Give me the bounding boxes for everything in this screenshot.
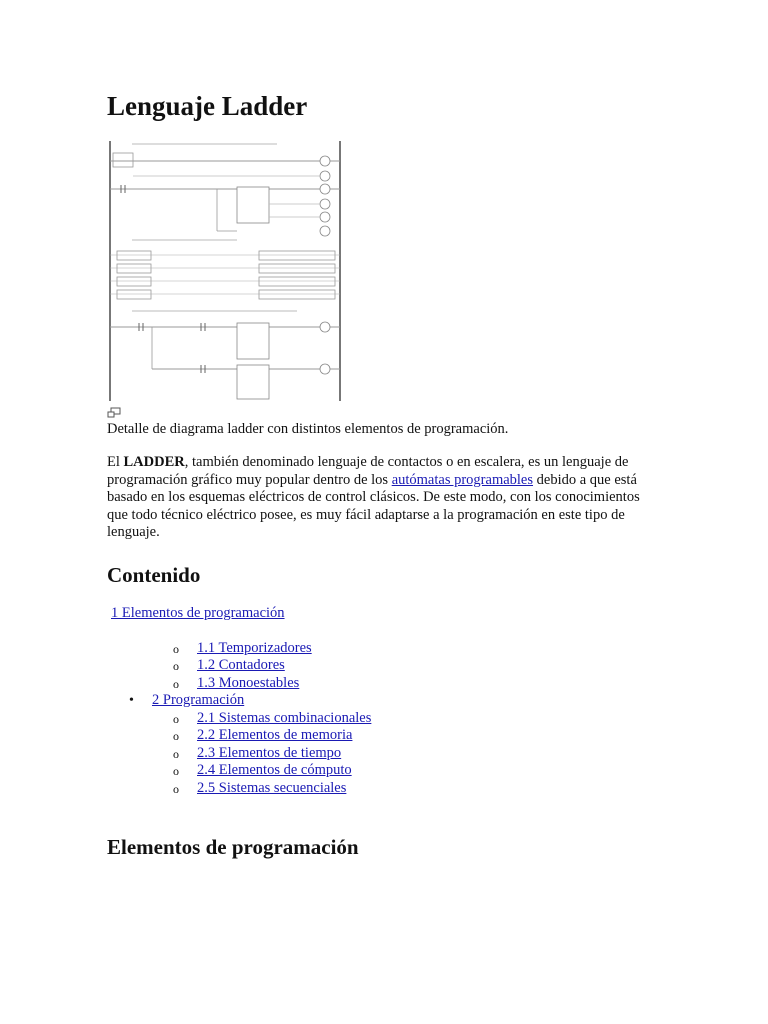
section-heading: Elementos de programación (107, 835, 359, 859)
contents-heading: Contenido (107, 563, 201, 587)
toc-bullet-main: • (129, 693, 134, 708)
toc-item-elementos-memoria[interactable]: 2.2 Elementos de memoria (197, 727, 353, 743)
toc-item-contadores[interactable]: 1.2 Contadores (197, 657, 285, 673)
page-title: Lenguaje Ladder (107, 91, 308, 121)
toc-bullet: o (173, 764, 179, 778)
intro-middle: , también denominado lenguaje de contactos o en escalera, es un lenguaje de programación gráfico muy popular dentro de los (107, 454, 629, 488)
toc-item-elementos-programacion[interactable]: 1 Elementos de programación (111, 605, 285, 621)
toc-item-temporizadores[interactable]: 1.1 Temporizadores (197, 640, 312, 656)
toc-bullet: o (173, 642, 179, 656)
toc-item-sistemas-combinacionales[interactable]: 2.1 Sistemas combinacionales (197, 710, 372, 726)
ladder-diagram-image[interactable] (107, 139, 344, 403)
toc-bullet: o (173, 729, 179, 743)
toc-bullet: o (173, 782, 179, 796)
intro-paragraph (107, 454, 663, 542)
toc-item-monoestables[interactable]: 1.3 Monoestables (197, 675, 300, 691)
toc-item-programacion[interactable]: 2 Programación (152, 692, 245, 708)
intro-prefix: El (107, 454, 124, 470)
toc-bullet: o (173, 712, 179, 726)
toc-item-sistemas-secuenciales[interactable]: 2.5 Sistemas secuenciales (197, 780, 347, 796)
enlarge-icon[interactable] (107, 407, 121, 418)
toc-bullet: o (173, 747, 179, 761)
figure-caption: Detalle de diagrama ladder con distintos elementos de programación. (107, 421, 509, 437)
intro-bold-term: LADDER (123, 454, 185, 470)
toc-bullet: o (173, 677, 179, 691)
toc-bullet: o (173, 659, 179, 673)
toc-item-elementos-computo[interactable]: 2.4 Elementos de cómputo (197, 762, 352, 778)
automatas-link[interactable]: autómatas programables (391, 471, 534, 488)
intro-suffix: debido a que está basado en los esquemas eléctricos de control clásicos. De este modo, con los conocimientos que todo técnico eléctrico posee, es muy fácil adaptarse a la programación en este tipo de lenguaje. (107, 471, 640, 540)
toc-item-elementos-tiempo[interactable]: 2.3 Elementos de tiempo (197, 745, 342, 761)
